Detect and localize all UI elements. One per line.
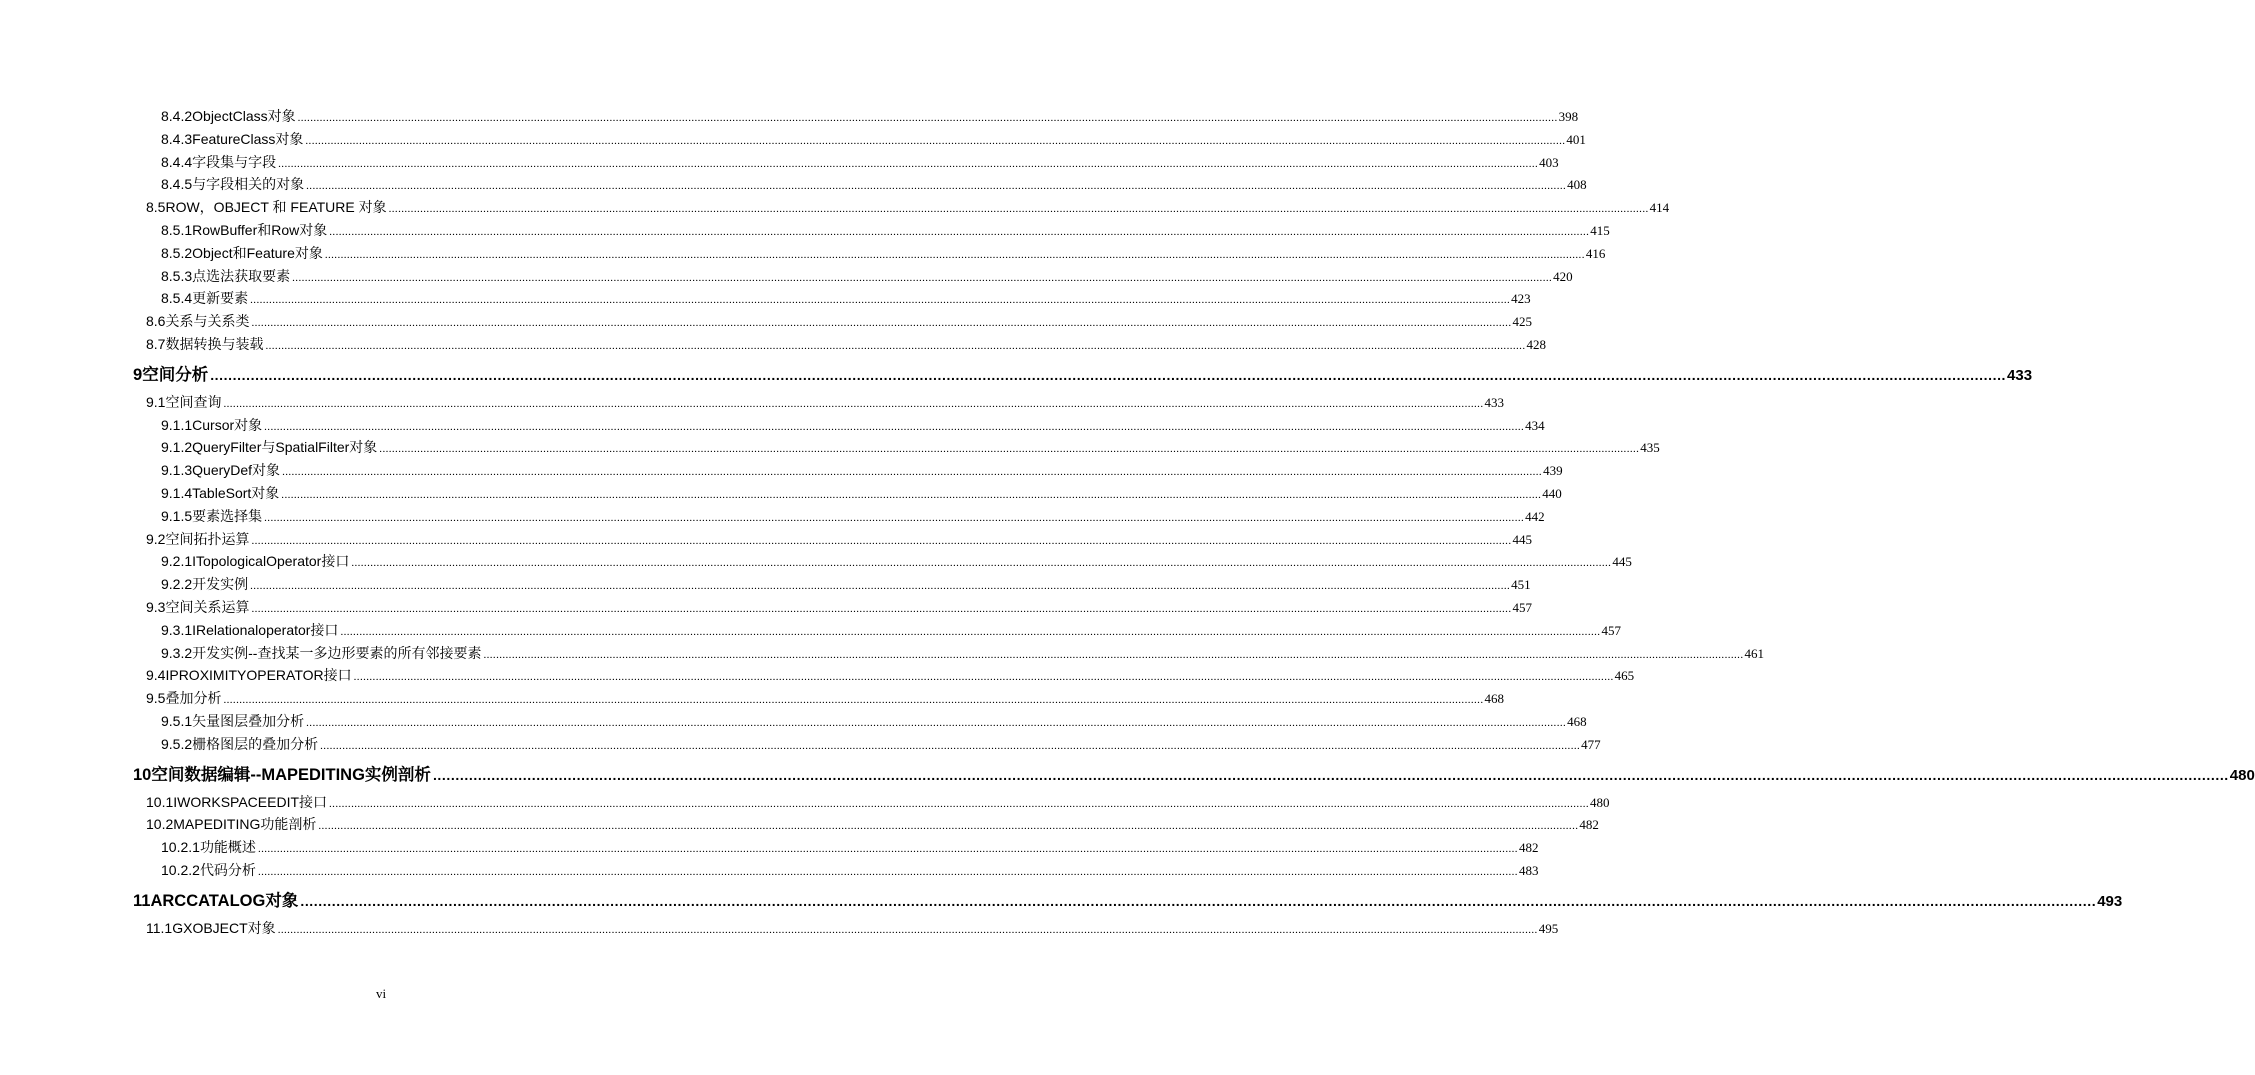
toc-entry-page: 451 — [1511, 577, 1531, 593]
dot-leader: ................................................................................................................................................................................................................................................................................................................................................................................................................ — [351, 557, 1612, 570]
toc-entry-page: 482 — [1579, 817, 1599, 833]
toc-entry-number: 8.4.4 — [161, 153, 193, 170]
toc-entry-title: 叠加分析 — [165, 690, 222, 707]
dot-leader: ................................................................................................................................................................................................................................................................................................................................................................................................................ — [340, 625, 1601, 638]
toc-entry-page: 465 — [1614, 668, 1635, 684]
toc-entry[interactable] — [161, 859, 1539, 882]
toc-entry-page: 423 — [1511, 291, 1531, 307]
dot-leader: ................................................................................................................................................................................................................................................................................................................................................................................................................ — [297, 112, 1558, 124]
dot-leader: ................................................................................................................................................................................................................................................................................................................................................................................................................ — [432, 766, 2229, 783]
toc-entry-number: 9.3.2 — [161, 644, 193, 661]
toc-entry[interactable] — [161, 414, 1545, 437]
toc-entry-number: 9.5.2 — [161, 735, 193, 752]
dot-leader: ................................................................................................................................................................................................................................................................................................................................................................................................................ — [250, 294, 1511, 307]
dot-leader: ................................................................................................................................................................................................................................................................................................................................................................................................................ — [329, 797, 1590, 810]
toc-entry-page: 461 — [1744, 645, 1764, 661]
toc-entry[interactable] — [133, 360, 2033, 391]
toc-entry[interactable] — [161, 287, 1531, 310]
toc-entry-title: 空间数据编辑--MAPEDITING实例剖析 — [151, 765, 431, 784]
toc-entry-page: 435 — [1640, 440, 1660, 456]
dot-leader: ................................................................................................................................................................................................................................................................................................................................................................................................................ — [264, 511, 1525, 524]
toc-entry-title: 开发实例 — [192, 576, 249, 593]
dot-leader: ................................................................................................................................................................................................................................................................................................................................................................................................................ — [483, 648, 1744, 661]
toc-entry[interactable] — [146, 528, 1532, 551]
toc-entry-page: 414 — [1649, 200, 1670, 216]
toc-entry-number: 8.4.3 — [161, 130, 193, 147]
toc-entry-page: 428 — [1526, 336, 1546, 352]
toc-entry-title: IPROXIMITYOPERATOR接口 — [165, 667, 352, 684]
dot-leader: ................................................................................................................................................................................................................................................................................................................................................................................................................ — [292, 271, 1553, 284]
dot-leader: ................................................................................................................................................................................................................................................................................................................................................................................................................ — [379, 443, 1640, 456]
dot-leader: ................................................................................................................................................................................................................................................................................................................................................................................................................ — [250, 580, 1511, 593]
toc-entry[interactable] — [146, 596, 1532, 619]
toc-entry-number: 8.6 — [146, 313, 166, 330]
dot-leader: ................................................................................................................................................................................................................................................................................................................................................................................................................ — [320, 739, 1581, 752]
toc-entry-page: 480 — [2229, 766, 2255, 784]
toc-entry-number: 11.1 — [146, 919, 173, 936]
toc-entry-page: 468 — [1567, 713, 1587, 729]
toc-entry-page: 445 — [1512, 531, 1532, 547]
toc-entry-number: 9.1 — [146, 393, 166, 410]
toc-entry-page: 433 — [2007, 366, 2033, 384]
toc-entry-title: 空间查询 — [165, 393, 222, 410]
toc-entry-page: 495 — [1538, 920, 1559, 936]
toc-entry-number: 9.5.1 — [161, 712, 193, 729]
toc-entry-title: IRelationaloperator接口 — [192, 621, 339, 638]
toc-entry[interactable] — [161, 128, 1586, 151]
dot-leader: ................................................................................................................................................................................................................................................................................................................................................................................................................ — [282, 466, 1543, 479]
dot-leader: ................................................................................................................................................................................................................................................................................................................................................................................................................ — [251, 317, 1512, 330]
dot-leader: ................................................................................................................................................................................................................................................................................................................................................................................................................ — [388, 203, 1649, 216]
toc-entry-number: 9 — [133, 365, 143, 384]
toc-entry[interactable] — [146, 391, 1504, 414]
toc-entry-page: 439 — [1543, 463, 1563, 479]
toc-entry-title: 空间拓扑运算 — [165, 530, 250, 547]
toc-entry-page: 482 — [1518, 840, 1539, 856]
table-of-contents — [0, 105, 2255, 940]
toc-entry-title: 空间分析 — [142, 365, 209, 384]
toc-entry[interactable] — [161, 173, 1587, 196]
toc-entry[interactable] — [146, 310, 1532, 333]
dot-leader: ................................................................................................................................................................................................................................................................................................................................................................................................................ — [277, 923, 1538, 936]
toc-entry[interactable] — [161, 733, 1601, 756]
toc-entry[interactable] — [146, 813, 1599, 836]
dot-leader: ................................................................................................................................................................................................................................................................................................................................................................................................................ — [278, 157, 1539, 170]
dot-leader: ................................................................................................................................................................................................................................................................................................................................................................................................................ — [281, 488, 1542, 501]
toc-entry[interactable] — [161, 550, 1632, 573]
toc-entry-title: 要素选择集 — [192, 507, 263, 524]
dot-leader: ................................................................................................................................................................................................................................................................................................................................................................................................................ — [329, 225, 1590, 238]
toc-entry-page: 408 — [1567, 177, 1587, 193]
dot-leader: ................................................................................................................................................................................................................................................................................................................................................................................................................ — [306, 180, 1567, 193]
toc-entry[interactable] — [146, 917, 1559, 940]
toc-entry-number: 8.5.4 — [161, 290, 193, 307]
toc-entry-page: 415 — [1590, 222, 1610, 238]
dot-leader: ................................................................................................................................................................................................................................................................................................................................................................................................................ — [223, 397, 1484, 410]
toc-entry[interactable] — [161, 642, 1764, 665]
toc-entry[interactable] — [146, 664, 1635, 687]
toc-entry-number: 9.3 — [146, 598, 166, 615]
toc-entry-title: 矢量图层叠加分析 — [192, 712, 305, 729]
toc-entry-page: 457 — [1601, 622, 1621, 638]
toc-entry-title: 栅格图层的叠加分析 — [192, 735, 319, 752]
toc-entry[interactable] — [161, 836, 1539, 859]
toc-entry[interactable] — [161, 105, 1579, 128]
toc-entry[interactable] — [146, 333, 1546, 356]
toc-entry-number: 8.7 — [146, 335, 166, 352]
toc-entry-page: 416 — [1585, 245, 1606, 261]
toc-entry-title: 关系与关系类 — [165, 313, 250, 330]
toc-entry-title: TableSort对象 — [192, 484, 280, 501]
toc-entry-page: 445 — [1612, 554, 1632, 570]
toc-entry[interactable] — [161, 505, 1545, 528]
toc-entry-page: 477 — [1581, 736, 1601, 752]
toc-entry-page: 442 — [1525, 508, 1545, 524]
dot-leader: ................................................................................................................................................................................................................................................................................................................................................................................................................ — [300, 892, 2097, 909]
toc-entry-title: ITopologicalOperator接口 — [192, 553, 350, 570]
toc-entry-number: 8.5.3 — [161, 267, 193, 284]
toc-entry-title: Cursor对象 — [192, 416, 263, 433]
dot-leader: ................................................................................................................................................................................................................................................................................................................................................................................................................ — [257, 865, 1518, 878]
toc-entry-title: 与字段相关的对象 — [192, 176, 305, 193]
toc-entry[interactable] — [161, 573, 1531, 596]
dot-leader: ................................................................................................................................................................................................................................................................................................................................................................................................................ — [251, 534, 1512, 547]
toc-entry-number: 11 — [133, 891, 151, 910]
toc-entry[interactable] — [133, 886, 2123, 917]
toc-entry-number: 8.4.2 — [161, 108, 193, 124]
toc-entry-number: 9.1.4 — [161, 484, 193, 501]
toc-entry-page: 480 — [1590, 794, 1610, 810]
toc-entry-title: ROW，OBJECT 和 FEATURE 对象 — [165, 199, 387, 216]
toc-entry-title: GXOBJECT对象 — [172, 919, 276, 936]
toc-entry-number: 9.4 — [146, 667, 166, 684]
toc-entry[interactable] — [161, 710, 1587, 733]
toc-entry[interactable] — [133, 760, 2255, 791]
toc-entry-title: RowBuffer和Row对象 — [192, 221, 328, 238]
toc-entry-title: 功能概述 — [199, 839, 256, 856]
dot-leader: ................................................................................................................................................................................................................................................................................................................................................................................................................ — [353, 671, 1614, 684]
toc-entry-title: QueryDef对象 — [192, 462, 281, 479]
toc-entry-title: ObjectClass对象 — [192, 108, 296, 124]
toc-entry-number: 10.2.1 — [161, 839, 200, 856]
toc-entry[interactable] — [161, 459, 1563, 482]
toc-entry-number: 8.5.2 — [161, 244, 193, 261]
toc-entry-title: 空间关系运算 — [165, 598, 250, 615]
toc-entry-number: 9.2.1 — [161, 553, 193, 570]
toc-entry-page: 425 — [1512, 314, 1532, 330]
toc-entry-page: 398 — [1558, 109, 1579, 124]
toc-entry-page: 403 — [1539, 154, 1559, 170]
toc-entry-title: 数据转换与装载 — [165, 335, 264, 352]
toc-entry-number: 9.1.1 — [161, 416, 193, 433]
toc-entry-number: 9.2.2 — [161, 576, 193, 593]
dot-leader: ................................................................................................................................................................................................................................................................................................................................................................................................................ — [305, 134, 1566, 147]
toc-entry-number: 10.1 — [146, 793, 174, 810]
toc-entry[interactable] — [161, 619, 1621, 642]
toc-entry-number: 9.2 — [146, 530, 166, 547]
toc-entry-page: 440 — [1542, 485, 1562, 501]
toc-entry-page: 433 — [1484, 394, 1504, 410]
dot-leader: ................................................................................................................................................................................................................................................................................................................................................................................................................ — [251, 602, 1512, 615]
toc-entry-number: 10 — [133, 765, 152, 784]
toc-entry[interactable] — [161, 436, 1660, 459]
toc-entry-title: 更新要素 — [192, 290, 249, 307]
toc-entry[interactable] — [161, 265, 1573, 288]
toc-entry[interactable] — [146, 791, 1610, 814]
toc-entry-title: 开发实例--查找某一多边形要素的所有邻接要素 — [192, 644, 482, 661]
toc-entry-number: 9.1.5 — [161, 507, 193, 524]
toc-entry-number: 9.3.1 — [161, 621, 193, 638]
dot-leader: ................................................................................................................................................................................................................................................................................................................................................................................................................ — [257, 843, 1518, 856]
toc-entry-page: 434 — [1525, 417, 1545, 433]
toc-entry-number: 8.5 — [146, 199, 166, 216]
toc-entry[interactable] — [161, 219, 1610, 242]
toc-entry-number: 9.5 — [146, 690, 166, 707]
dot-leader: ................................................................................................................................................................................................................................................................................................................................................................................................................ — [318, 820, 1579, 833]
toc-entry[interactable] — [161, 151, 1559, 174]
dot-leader: ................................................................................................................................................................................................................................................................................................................................................................................................................ — [306, 716, 1567, 729]
toc-entry-page: 401 — [1566, 131, 1586, 147]
toc-entry-title: IWORKSPACEEDIT接口 — [173, 793, 328, 810]
toc-entry-page: 457 — [1512, 599, 1532, 615]
toc-entry-title: FeatureClass对象 — [192, 130, 304, 147]
toc-entry-number: 8.5.1 — [161, 221, 193, 238]
toc-entry-number: 9.1.3 — [161, 462, 193, 479]
toc-entry-title: MAPEDITING功能剖析 — [173, 816, 317, 833]
toc-entry-title: 字段集与字段 — [192, 153, 277, 170]
toc-entry-page: 493 — [2097, 892, 2123, 910]
toc-entry-number: 10.2.2 — [161, 861, 200, 878]
toc-entry-page: 468 — [1484, 691, 1504, 707]
toc-entry-title: ARCCATALOG对象 — [150, 891, 299, 910]
toc-entry-title: Object和Feature对象 — [192, 244, 323, 261]
toc-entry[interactable] — [146, 687, 1504, 710]
dot-leader: ................................................................................................................................................................................................................................................................................................................................................................................................................ — [324, 248, 1585, 261]
toc-entry[interactable] — [161, 482, 1562, 505]
toc-entry-number: 9.1.2 — [161, 439, 193, 456]
toc-entry-title: 点选法获取要素 — [192, 267, 291, 284]
toc-entry-number: 8.4.5 — [161, 176, 193, 193]
dot-leader: ................................................................................................................................................................................................................................................................................................................................................................................................................ — [264, 420, 1525, 433]
toc-entry[interactable] — [146, 196, 1670, 219]
toc-entry-page: 483 — [1518, 862, 1539, 878]
page-number: vi — [375, 986, 387, 1001]
toc-entry[interactable] — [161, 242, 1606, 265]
dot-leader: ................................................................................................................................................................................................................................................................................................................................................................................................................ — [265, 339, 1526, 352]
toc-entry-title: 代码分析 — [199, 861, 256, 878]
toc-entry-title: QueryFilter与SpatialFilter对象 — [192, 439, 378, 456]
dot-leader: ................................................................................................................................................................................................................................................................................................................................................................................................................ — [210, 366, 2007, 383]
toc-entry-number: 10.2 — [146, 816, 174, 833]
toc-entry-page: 420 — [1553, 268, 1573, 284]
dot-leader: ................................................................................................................................................................................................................................................................................................................................................................................................................ — [223, 694, 1484, 707]
